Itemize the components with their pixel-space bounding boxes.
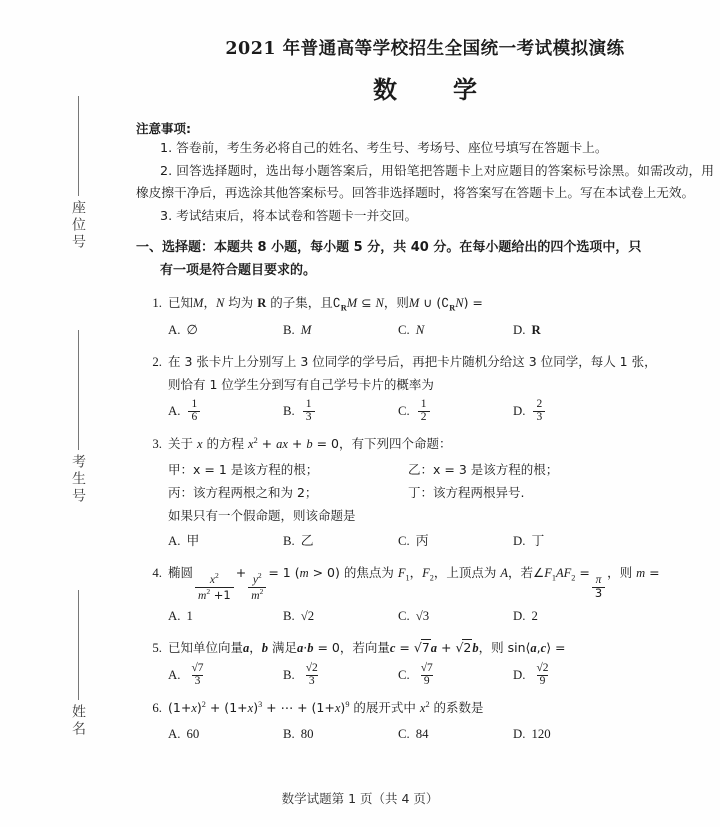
notice-heading: 注意事项: [136, 121, 191, 136]
notice-item-1: 1. 答卷前，考生务必将自己的姓名、考生号、考场号、座位号填写在答题卡上。 [160, 140, 608, 155]
question-3-propositions [136, 458, 714, 504]
question-6-options [136, 723, 714, 746]
question-3-number: 3. [152, 436, 162, 451]
question-2-number: 2. [152, 355, 162, 370]
notice-item-3: 3. 考试结束后，将本试卷和答题卡一并交回。 [160, 207, 418, 223]
question-3-options [136, 530, 714, 553]
option-a[interactable]: A. 甲 [168, 534, 200, 549]
question-6-stem: $(1+x)^2 + (1+x)^3$ + ⋯ + $(1+x)^9$ 的展开式中 $x^2$ 的系数是 [168, 699, 484, 715]
section-heading [136, 237, 714, 283]
option-c[interactable]: C. 84 [398, 726, 429, 741]
option-a[interactable]: A. 1 [168, 609, 193, 624]
proposition-bing: 丙：该方程两根之和为 2； [168, 484, 318, 500]
candidate-number-field[interactable] [58, 330, 98, 505]
option-b[interactable]: B. √2 [283, 609, 315, 624]
seat-number-field[interactable] [58, 96, 98, 251]
question-5-options [136, 663, 714, 687]
proposition-jia: 甲：x = 1 是该方程的根； [168, 461, 319, 477]
question-4-stem: 椭圆 $\frac{x^2}{m^2 +1}$ + $\frac{y^2}{m^2}$ = 1 (m > 0) 的焦点为 $F_1$，$F_2$，上顶点为 A，若$\angle F_1AF_2$ = $\frac{\pi}{3}$ ，则 m = [168, 565, 660, 602]
candidate-number-label: 考生号 [70, 454, 86, 505]
proposition-yi: 乙：x = 3 是该方程的根； [408, 461, 559, 477]
question-2-line2: 则恰有 1 位学生分到写有自己学号卡片的概率为 [168, 376, 434, 392]
question-5-stem: 已知单位向量a，b 满足a·b = 0，若向量c = √7a + √2b，则 sin⟨a,c⟩ = [168, 640, 566, 656]
question-6-number: 6. [152, 700, 162, 715]
option-d[interactable]: D. 丁 [513, 534, 545, 549]
name-field[interactable] [58, 590, 98, 738]
option-a[interactable]: A. 60 [168, 726, 200, 741]
option-d[interactable]: D. $\frac{√2}{9}$ [513, 662, 549, 688]
option-d[interactable]: D. 2 [513, 609, 538, 624]
option-d[interactable]: D. R [513, 323, 541, 338]
question-2-stem [168, 351, 714, 396]
question-2 [136, 351, 714, 423]
section-heading-line1: 一、选择题：本题共 8 小题，每小题 5 分，共 40 分。在每小题给出的四个选项中，只 [136, 240, 642, 256]
page-footer: 数学试题第 1 页（共 4 页） [281, 791, 439, 806]
option-c[interactable]: C. $\frac{1}{2}$ [398, 399, 513, 423]
notice-item-2: 2. 回答选择题时，选出每小题答案后，用铅笔把答题卡上对应题目的答案标号涂黑。如需改动，用橡皮擦干净后，再选涂其他答案标号。回答非选择题时，将答案写在答题卡上。写在本试卷上无效。 [136, 162, 714, 201]
question-2-options [136, 399, 714, 423]
option-c[interactable]: C. N [398, 323, 425, 338]
option-a[interactable]: A. ∅ [168, 323, 198, 338]
question-5-number: 5. [152, 641, 162, 656]
option-b[interactable]: B. 乙 [283, 534, 314, 549]
question-1-stem: 已知M，N 均为 R 的子集，且$∁_RM$ ⊆ N，则M ∪ $(∁_RN)$ = [168, 294, 483, 313]
seat-number-label: 座位号 [70, 200, 86, 251]
question-1-options [136, 319, 714, 342]
option-c[interactable]: C. 丙 [398, 534, 429, 549]
question-4-options [136, 605, 714, 628]
option-b[interactable]: B. $\frac{1}{3}$ [283, 399, 398, 423]
option-d[interactable]: D. 120 [513, 726, 551, 741]
question-3-tail: 如果只有一个假命题，则该命题是 [168, 508, 356, 524]
exam-content [136, 0, 714, 827]
exam-title: 2021 年普通高等学校招生全国统一考试模拟演练 [225, 39, 625, 59]
option-a[interactable]: A. $\frac{√7}{3}$ [168, 662, 204, 688]
question-3-stem: 关于 x 的方程 $x^2$ + ax + b = 0，有下列四个命题： [168, 435, 452, 451]
option-c[interactable]: C. √3 [398, 609, 430, 624]
binding-margin [0, 0, 130, 827]
option-b[interactable]: B. $\frac{√2}{3}$ [283, 662, 318, 688]
name-rule [78, 590, 79, 700]
option-c[interactable]: C. $\frac{√7}{9}$ [398, 662, 433, 688]
option-d[interactable]: D. $\frac{2}{3}$ [513, 399, 628, 423]
question-2-line1: 在 3 张卡片上分别写上 3 位同学的学号后，再把卡片随机分给这 3 位同学，每人 1 张， [168, 354, 657, 370]
proposition-ding: 丁：该方程两根异号. [408, 484, 525, 500]
section-heading-line2: 有一项是符合题目要求的。 [160, 263, 317, 279]
option-a[interactable]: A. $\frac{1}{6}$ [168, 399, 283, 423]
question-5 [136, 637, 714, 687]
candidate-number-rule [78, 330, 79, 450]
seat-number-rule [78, 96, 79, 196]
option-b[interactable]: B. 80 [283, 726, 314, 741]
question-1-number: 1. [152, 295, 162, 310]
question-3 [136, 433, 714, 553]
option-b[interactable]: B. M [283, 323, 312, 338]
subject-title: 数 学 [373, 76, 493, 104]
question-4-number: 4. [152, 566, 162, 581]
question-1 [136, 292, 714, 342]
question-6 [136, 697, 714, 746]
question-4 [136, 562, 714, 628]
name-label: 姓名 [70, 704, 86, 738]
